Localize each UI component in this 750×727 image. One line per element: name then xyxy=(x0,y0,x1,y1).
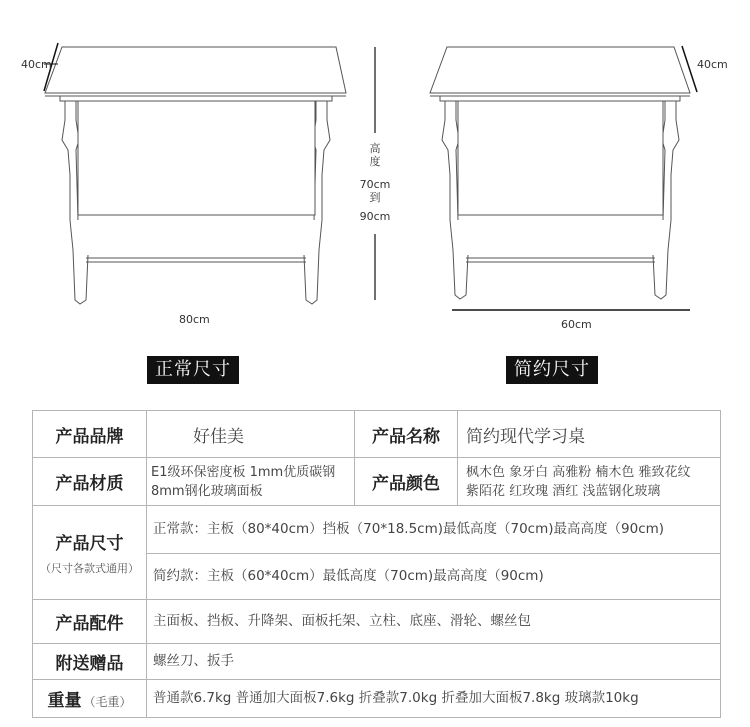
parts-label: 产品配件 xyxy=(33,600,147,644)
table-row xyxy=(33,506,721,554)
right-desk-drawing xyxy=(430,46,697,310)
color-value xyxy=(458,458,721,506)
height-label-line-3: 70cm xyxy=(359,178,391,191)
size-label-cell xyxy=(33,506,147,600)
material-line-1: E1级环保密度板 1mm优质碳钢 xyxy=(151,464,336,480)
weight-note: （毛重） xyxy=(83,695,132,709)
table-row xyxy=(33,411,721,458)
gift-label: 附送赠品 xyxy=(33,644,147,680)
simple-size-title: 简约尺寸 xyxy=(506,356,598,384)
weight-label-cell xyxy=(33,680,147,718)
name-label: 产品名称 xyxy=(355,411,458,458)
name-value: 简约现代学习桌 xyxy=(458,411,721,458)
material-label: 产品材质 xyxy=(33,458,147,506)
left-depth-label: 40cm xyxy=(21,58,52,71)
height-label-line-4: 到 xyxy=(369,191,381,204)
right-width-label: 60cm xyxy=(561,318,592,331)
left-width-label: 80cm xyxy=(179,313,210,326)
table-row xyxy=(33,644,721,680)
brand-value: 好佳美 xyxy=(147,411,355,458)
color-label: 产品颜色 xyxy=(355,458,458,506)
size-label: 产品尺寸 xyxy=(55,534,124,554)
height-label-line-2: 度 xyxy=(369,155,381,168)
size-note: （尺寸各款式通用） xyxy=(40,562,139,575)
height-label-line-1: 高 xyxy=(369,142,381,155)
left-desk-drawing xyxy=(44,43,346,304)
gift-value: 螺丝刀、扳手 xyxy=(147,644,721,680)
brand-label: 产品品牌 xyxy=(33,411,147,458)
table-row xyxy=(33,458,721,506)
right-depth-label: 40cm xyxy=(697,58,728,71)
material-line-2: 8mm钢化玻璃面板 xyxy=(151,483,263,499)
color-line-1: 枫木色 象牙白 高雅粉 楠木色 雅致花纹 xyxy=(466,464,691,480)
height-label-line-5: 90cm xyxy=(359,210,391,223)
table-row xyxy=(33,600,721,644)
spec-table xyxy=(32,410,721,718)
parts-value: 主面板、挡板、升降架、面板托架、立柱、底座、滑轮、螺丝包 xyxy=(147,600,721,644)
color-line-2: 紫陌花 红玫瑰 酒红 浅蓝钢化玻璃 xyxy=(466,483,661,499)
weight-label: 重量 xyxy=(47,691,82,711)
weight-value: 普通款6.7kg 普通加大面板7.6kg 折叠款7.0kg 折叠加大面板7.8kg 玻璃款10kg xyxy=(147,680,721,718)
size-normal-value: 正常款：主板（80*40cm）挡板（70*18.5cm)最低高度（70cm)最高高度（90cm) xyxy=(147,506,721,554)
height-label xyxy=(355,142,395,223)
normal-size-title: 正常尺寸 xyxy=(147,356,239,384)
size-simple-value: 简约款：主板（60*40cm）最低高度（70cm)最高高度（90cm) xyxy=(147,554,721,600)
material-value xyxy=(147,458,355,506)
table-row xyxy=(33,680,721,718)
